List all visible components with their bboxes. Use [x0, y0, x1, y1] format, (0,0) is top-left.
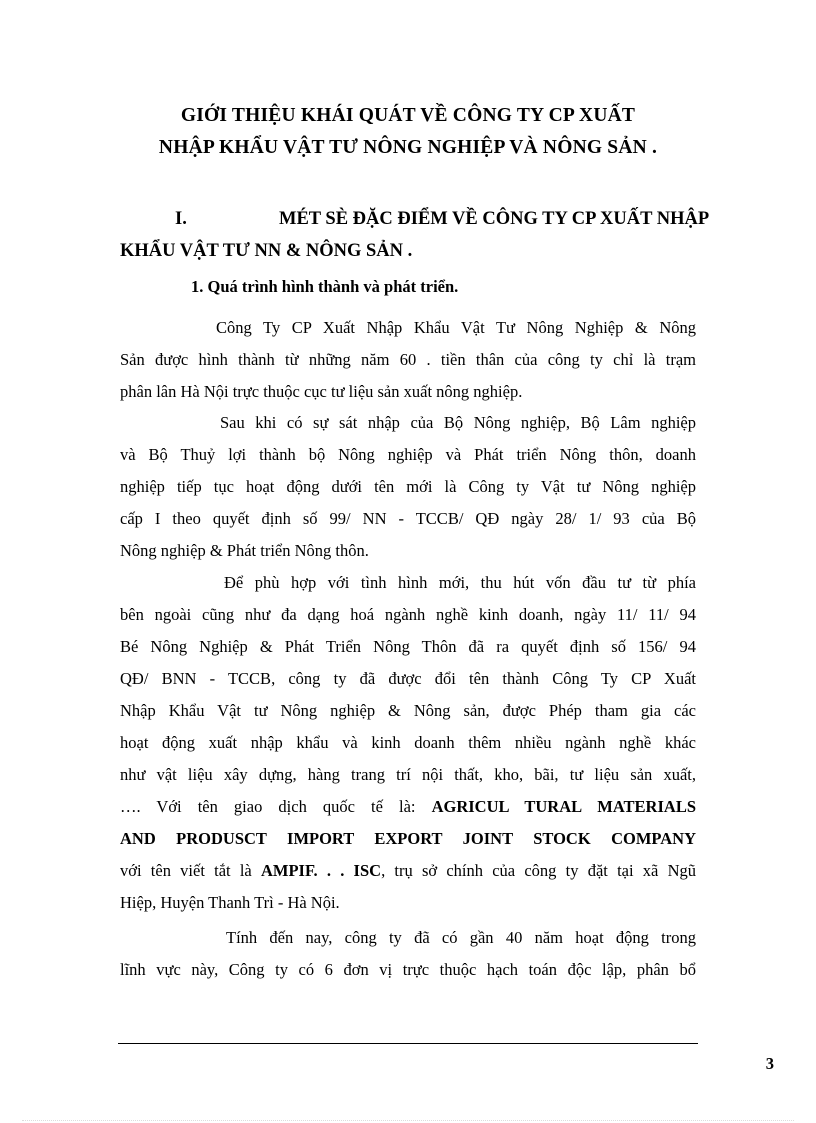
text-run: , trụ sở chính của công ty đặt tại xã Ngũ [381, 861, 696, 880]
paragraph-line: Để phù hợp với tình hình mới, thu hút vốn đầu tư từ phía [224, 573, 696, 592]
section-heading-line-1 [120, 203, 710, 235]
footer-divider [118, 1043, 698, 1044]
paragraph-line: Sau khi có sự sát nhập của Bộ Nông nghiệp, Bộ Lâm nghiệp [220, 413, 696, 432]
paragraph-merger [120, 407, 696, 567]
paragraph-line [120, 855, 696, 887]
paragraph-line: Hiệp, Huyện Thanh Trì - Hà Nội. [120, 893, 340, 912]
paragraph-line: lĩnh vực này, Công ty có 6 đơn vị trực thuộc hạch toán độc lập, phân bổ [120, 960, 696, 979]
paragraph-line: như vật liệu xây dựng, hàng trang trí nội thất, kho, bãi, tư liệu sản xuất, [120, 765, 696, 784]
paragraph-line: nghiệp tiếp tục hoạt động dưới tên mới là Công ty Vật tư Nông nghiệp [120, 477, 696, 496]
paragraph-line: bên ngoài cũng như đa dạng hoá ngành nghề kinh doanh, ngày 11/ 11/ 94 [120, 605, 696, 624]
section-heading-line-2: KHẨU VẬT TƯ NN & NÔNG SẢN . [120, 241, 413, 261]
title-line-1: GIỚI THIỆU KHÁI QUÁT VỀ CÔNG TY CP XUẤT [180, 105, 636, 126]
company-english-name-part-2: AND PRODUSCT IMPORT EXPORT JOINT STOCK COMPANY [120, 829, 696, 848]
paragraph-line: Công Ty CP Xuất Nhập Khẩu Vật Tư Nông Nghiệp & Nông [216, 318, 696, 337]
text-run: …. Với tên giao dịch quốc tế là: [120, 797, 432, 816]
paragraph-line: hoạt động xuất nhập khẩu và kinh doanh thêm nhiều ngành nghề khác [120, 733, 696, 752]
section-heading [120, 203, 710, 267]
document-title [120, 100, 696, 164]
section-title-part-1: MÉT SÈ ĐẶC ĐIỂM VỀ CÔNG TY CP XUẤT NHẬP [279, 209, 710, 229]
paragraph-current-status [120, 922, 696, 986]
company-english-name-part-1: AGRICUL TURAL MATERIALS [431, 797, 696, 816]
section-number: I. [175, 209, 187, 229]
paragraph-line: QĐ/ BNN - TCCB, công ty đã được đổi tên thành Công Ty CP Xuất [120, 669, 696, 688]
paragraph-line: phân lân Hà Nội trực thuộc cục tư liệu sản xuất nông nghiệp. [120, 382, 523, 401]
paragraph-line: cấp I theo quyết định số 99/ NN - TCCB/ QĐ ngày 28/ 1/ 93 của Bộ [120, 509, 696, 528]
title-line-2: NHẬP KHẨU VẬT TƯ NÔNG NGHIỆP VÀ NÔNG SẢN . [158, 137, 658, 158]
paragraph-line: Sản được hình thành từ những năm 60 . tiền thân của công ty chỉ là trạm [120, 350, 696, 369]
paragraph-renaming [120, 567, 696, 919]
paragraph-line: Nhập Khẩu Vật tư Nông nghiệp & Nông sản, được Phép tham gia các [120, 701, 696, 720]
paragraph-history-origin [120, 312, 696, 408]
page-bottom-border [22, 1120, 794, 1121]
text-run: với tên viết tắt là [120, 861, 261, 880]
paragraph-line [120, 791, 696, 823]
paragraph-line: Bé Nông Nghiệp & Phát Triển Nông Thôn đã ra quyết định số 156/ 94 [120, 637, 696, 656]
paragraph-line [120, 823, 696, 855]
paragraph-line: Tính đến nay, công ty đã có gần 40 năm hoạt động trong [226, 928, 696, 947]
subsection-heading: 1. Quá trình hình thành và phát triển. [191, 277, 459, 296]
company-abbreviation: AMPIF. . . ISC [260, 861, 382, 880]
paragraph-line: và Bộ Thuỷ lợi thành bộ Nông nghiệp và Phát triển Nông thôn, doanh [120, 445, 696, 464]
page-number: 3 [765, 1054, 774, 1073]
paragraph-line: Nông nghiệp & Phát triển Nông thôn. [120, 541, 369, 560]
